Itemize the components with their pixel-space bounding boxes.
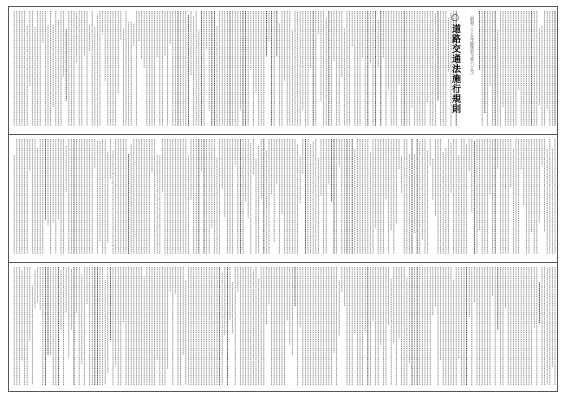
title-block [446,13,465,114]
text-columns-3 [9,263,559,393]
text-columns-1 [9,7,559,134]
lower-tier [9,263,557,393]
middle-tier [9,135,557,263]
document-subtitle: （昭和三十五年総理府令第六十号） [470,13,475,77]
document-sheet [8,6,558,392]
document-title: ○道路交通法施行規則 [450,13,460,114]
text-columns-2 [9,135,559,262]
